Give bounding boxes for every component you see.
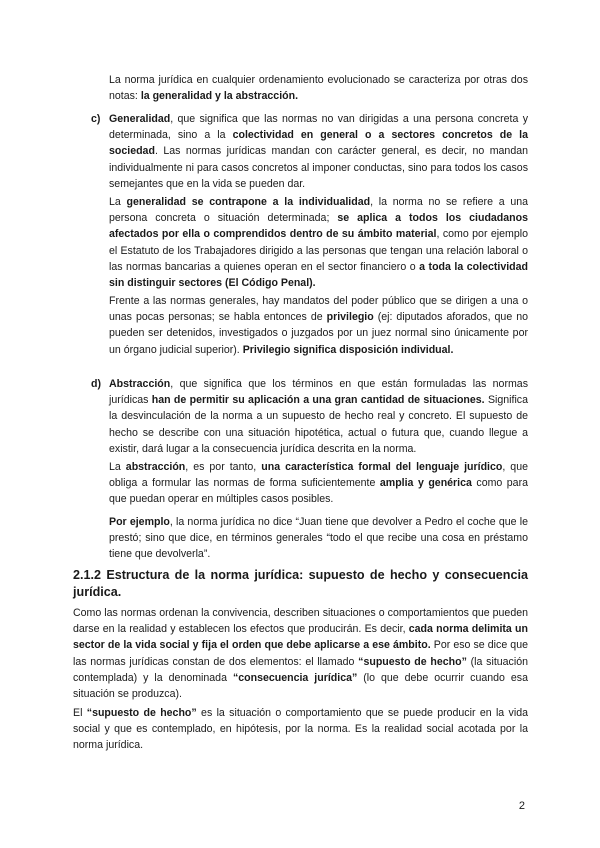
item-c-label: c) [91, 113, 101, 125]
abstraccion-paragraph: Abstracción, que significa que los términos en que están formuladas las normas jurídicas han de permitir su aplicación a una gran cantidad de situaciones. Significa la desvinculación de la norma a un supuesto de hecho real y concreto. El supuesto de hecho se describe con una situación hipotética, actual o futura que, cuando llegue a existir, dará lugar a la consecuencia jurídica descrita en la norma. [109, 378, 528, 455]
generalidad-individualidad-paragraph: La generalidad se contrapone a la individualidad, la norma no se refiere a una persona concreta o situación determinada; se aplica a todos los ciudadanos afectados por ella o comprendidos dentro de su ámbito material, como por ejemplo el Estatuto de los Trabajadores dirigido a las personas que tengan una relación laboral o las normas bancarias a quienes operan en el sector financiero o a toda la colectividad sin distinguir sectores (El Código Penal). [109, 196, 529, 290]
estructura-paragraph: Como las normas ordenan la convivencia, describen situaciones o comportamientos que pueden darse en la realidad y establecen los efectos que producirán. Es decir, cada norma delimita un sector de la vida social y fija el orden que debe aplicarse a ese ámbito. Por eso se dice que las normas jurídicas constan de dos elementos: el llamado “supuesto de hecho” (la situación contemplada) y la denominada “consecuencia jurídica” (lo que debe ocurrir cuando esa situación se produzca). [73, 607, 528, 701]
section-heading: 2.1.2 Estructura de la norma jurídica: supuesto de hecho y consecuencia jurídica. [73, 568, 528, 599]
page-number: 2 [518, 800, 525, 812]
generalidad-paragraph: Generalidad, que significa que las normas no van dirigidas a una persona concreta y determinada, sino a la colectividad en general o a sectores concretos de la sociedad. Las normas jurídicas mandan con carácter general, es decir, no mandan individualmente ni para casos concretos al imponer conductas, sino para todos los casos semejantes que en la vida se pueden dar. [109, 113, 528, 190]
privilegio-paragraph: Frente a las normas generales, hay mandatos del poder público que se dirigen a una o unas pocas personas; se habla entonces de privilegio (ej: diputados aforados, que no pueden ser detenidos, investigados o juzgados por un juez normal sino únicamente por un órgano judicial superior). Privilegio significa disposición individual. [109, 295, 528, 356]
ejemplo-paragraph: Por ejemplo, la norma jurídica no dice “Juan tiene que devolver a Pedro el coche que le prestó; sino que dice, en términos generales “todo el que recibe una cosa en préstamo tiene que devolverla”. [109, 516, 528, 561]
intro-paragraph: La norma jurídica en cualquier ordenamiento evolucionado se caracteriza por otras dos notas: la generalidad y la abstracción. [109, 74, 528, 103]
item-d-label: d) [91, 378, 101, 390]
abstraccion-lenguaje-paragraph: La abstracción, es por tanto, una característica formal del lenguaje jurídico, que obliga a formular las normas de forma suficientemente amplia y genérica como para que puedan operar en múltiples casos posibles. [109, 461, 528, 506]
supuesto-hecho-paragraph: El “supuesto de hecho” es la situación o comportamiento que se puede producir en la vida social y que es contemplado, en hipótesis, por la norma. Es la realidad social acotada por la norma jurídica. [73, 707, 528, 752]
